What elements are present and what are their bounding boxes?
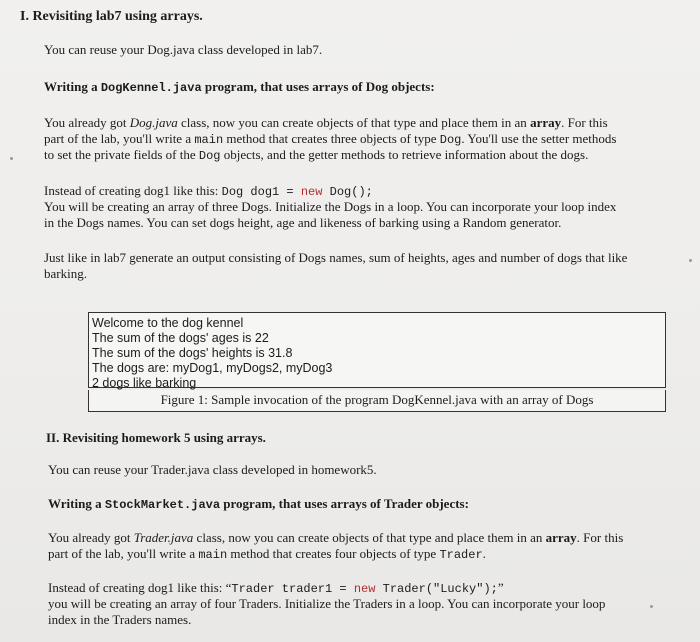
section-2-heading: II. Revisiting homework 5 using arrays.	[46, 430, 266, 445]
section-1-para-1-line-1: You already got Dog.java class, now you can create objects of that type and place them in an array. For this	[44, 115, 608, 130]
section-1-para-2-line-1: Instead of creating dog1 like this: Dog dog1 = new Dog();	[44, 183, 373, 199]
section-1-para-3-line-1: Just like in lab7 generate an output consisting of Dogs names, sum of heights, ages and number of dogs that like	[44, 250, 628, 265]
margin-dot	[689, 259, 692, 262]
sample-output-line: 2 dogs like barking	[92, 376, 197, 390]
section-1-heading: I. Revisiting lab7 using arrays.	[20, 9, 203, 24]
section-2-reuse-text: You can reuse your Trader.java class developed in homework5.	[48, 462, 377, 477]
section-2-writing-heading: Writing a StockMarket.java program, that uses arrays of Trader objects:	[48, 496, 469, 512]
section-1-reuse-text: You can reuse your Dog.java class developed in lab7.	[44, 42, 323, 57]
sample-output-line: Welcome to the dog kennel	[92, 316, 244, 330]
section-2-para-2-line-1: Instead of creating dog1 like this: “Trader trader1 = new Trader("Lucky");”	[48, 580, 504, 596]
sample-output-box	[88, 312, 666, 388]
section-1-para-2-line-3: in the Dogs names. You can set dogs height, age and likeness of barking using a Random generator.	[44, 215, 562, 230]
section-1-para-1-line-3: to set the private fields of the Dog objects, and the getter methods to retrieve information about the dogs.	[44, 147, 589, 163]
section-1-para-2-line-2: You will be creating an array of three Dogs. Initialize the Dogs in a loop. You can incorporate your loop index	[44, 199, 617, 214]
section-2-para-2-line-3: index in the Traders names.	[48, 612, 192, 627]
section-1-writing-heading: Writing a DogKennel.java program, that uses arrays of Dog objects:	[44, 79, 435, 95]
section-1-para-1-line-2: part of the lab, you'll write a main method that creates three objects of type Dog. You'll use the setter methods	[44, 131, 617, 147]
sample-output-line: The sum of the dogs' ages is 22	[92, 331, 269, 345]
section-2-para-1-line-1: You already got Trader.java class, now you can create objects of that type and place them in an array. For this	[48, 530, 624, 545]
sample-output-line: The sum of the dogs' heights is 31.8	[92, 346, 293, 360]
margin-dot	[10, 157, 13, 160]
margin-dot	[650, 605, 653, 608]
section-2-para-2-line-2: you will be creating an array of four Traders. Initialize the Traders in a loop. You can incorporate your loop	[48, 596, 606, 611]
sample-output-line: The dogs are: myDog1, myDogs2, myDog3	[92, 361, 333, 375]
section-2-para-1-line-2: part of the lab, you'll write a main method that creates four objects of type Trader.	[48, 546, 486, 562]
section-1-para-3-line-2: barking.	[44, 266, 87, 281]
figure-caption: Figure 1: Sample invocation of the program DogKennel.java with an array of Dogs	[88, 390, 666, 412]
